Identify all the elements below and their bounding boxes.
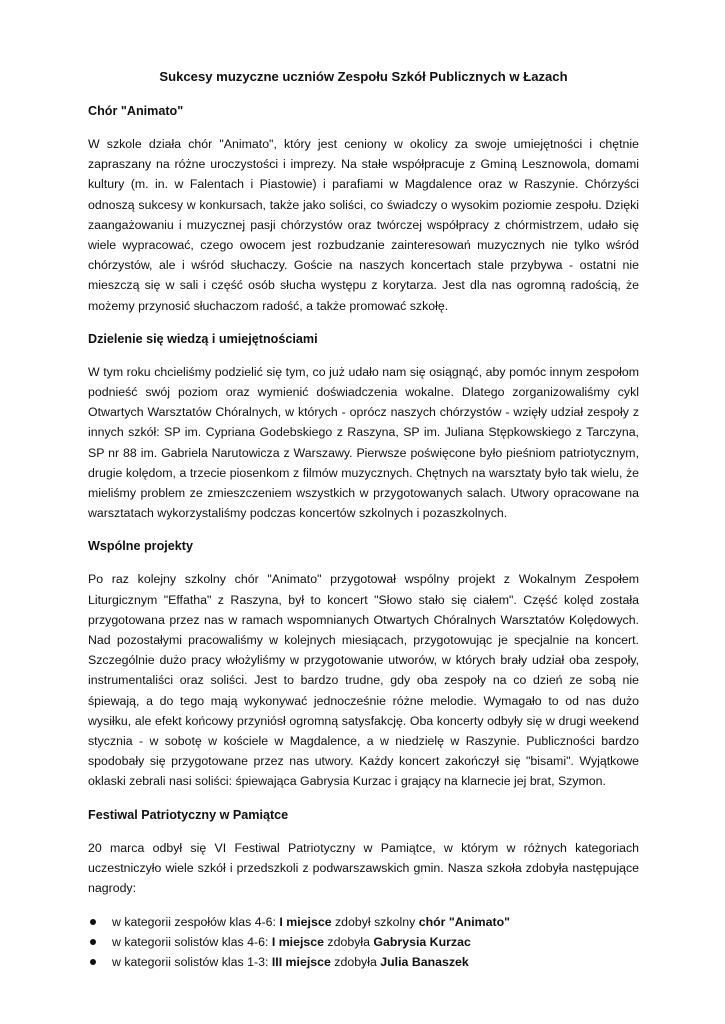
section-heading-choir: Chór "Animato" bbox=[88, 104, 184, 118]
list-item bbox=[88, 912, 639, 932]
award-place: I miejsce bbox=[271, 935, 324, 950]
section-paragraph-festival: 20 marca odbył się VI Festiwal Patriotyczny w Pamiątce, w którym w różnych kategoriach uczestniczyło wiele szkół i przedszkoli z podwarszawskich gmin. Nasza szkoła zdobyła następujące nagrody: bbox=[88, 840, 639, 896]
award-prefix: w kategorii solistów klas 4-6: bbox=[112, 935, 272, 950]
award-winner: Julia Banaszek bbox=[380, 955, 469, 970]
section-paragraph-sharing: W tym roku chcieliśmy podzielić się tym, co już udało nam się osiągnąć, aby pomóc innym zespołom podnieść swój poziom oraz wymienić doświadczenia wokalne. Dlatego zorganizowaliśmy cykl Otwartych Warsztatów Chóralnych, w których - oprócz naszych chórzystów - wzięły udział zespoły z innych szkół: SP im. Cypriana Godebskiego z Raszyna, SP im. Juliana Stępkowskiego z Tarczyna, SP nr 88 im. Gabriela Narutowicza z Warszawy. Pierwsze poświęcone było pieśniom patriotycznym, drugie kolędom, a trzecie piosenkom z filmów muzycznych. Chętnych na warsztaty było tak wielu, że mieliśmy problem ze zmieszczeniem wszystkich w przygotowanych salach. Utwory opracowane na warsztatach wykorzystaliśmy podczas koncertów szkolnych i pozaszkolnych. bbox=[88, 364, 639, 521]
award-place: III miejsce bbox=[271, 955, 331, 970]
section-paragraph-projects: Po raz kolejny szkolny chór "Animato" przygotował wspólny projekt z Wokalnym Zespołem Liturgicznym "Effatha" z Raszyna, był to koncert "Słowo stało się ciałem". Część kolęd została przygotowana przez nas w ramach wspomnianych Otwartych Chóralnych Warsztatów Kolędowych. Nad pozostałymi pracowaliśmy w kolejnych miesiącach, przygotowując je specjalnie na koncert. Szczególnie dużo pracy włożyliśmy w przygotowanie utworów, w których brały udział oba zespoły, instrumentaliści oraz soliści. Jest to bardzo trudne, gdy oba zespoły na co dzień ze sobą nie śpiewają, a do tego mają wykonywać jednocześnie różne melodie. Wymagało to od nas dużo wysiłku, ale efekt końcowy przyniósł ogromną satysfakcję. Oba koncerty odbyły się w drugi weekend stycznia - w sobotę w kościele w Magdalence, a w niedzielę w Raszynie. Publiczności bardzo spodobały się przygotowane przez nas utwory. Każdy koncert zakończył się "bisami". Wyjątkowe oklaski zebrali nasi soliści: śpiewająca Gabrysia Kurzac i grający na klarnecie jej brat, Szymon. bbox=[88, 572, 639, 789]
awards-list bbox=[88, 912, 639, 972]
section-heading-projects: Wspólne projekty bbox=[88, 539, 193, 554]
award-middle: zdobyła bbox=[330, 955, 381, 970]
bullet-icon bbox=[90, 939, 96, 945]
award-winner: chór "Animato" bbox=[418, 915, 510, 930]
section-paragraph-choir: W szkole działa chór "Animato", który jest ceniony w okolicy za swoje umiejętności i chętnie zapraszany na różne uroczystości i imprezy. Na stałe współpracuje z Gminą Lesznowola, domami kultury (m. in. w Falentach i Piastowie) i parafiami w Magdalence oraz w Raszynie. Chórzyści odnoszą sukcesy w konkursach, także jako soliści, co świadczy o wysokim poziomie zespołu. Dzięki zaangażowaniu i muzycznej pasji chórzystów oraz twórczej współpracy z chórmistrzem, udało się wiele wypracować, czego owocem jest rozbudzanie zainteresowań muzycznych nie tylko wśród chórzystów, ale i wśród słuchaczy. Goście na naszych koncertach stale przybywa - ostatni nie mieszczą się w sali i część osób słucha występu z korytarza. Jest dla nas ogromną radością, że możemy przynosić słuchaczom radość, a także promować szkołę. bbox=[88, 137, 639, 313]
award-middle: zdobyła bbox=[324, 935, 374, 950]
award-prefix: w kategorii zespołów klas 4-6: bbox=[112, 915, 280, 930]
section-heading-sharing: Dzielenie się wiedzą i umiejętnościami bbox=[88, 331, 318, 346]
list-item bbox=[88, 932, 639, 952]
award-prefix: w kategorii solistów klas 1-3: bbox=[112, 955, 272, 970]
award-place: I miejsce bbox=[279, 915, 332, 930]
list-item bbox=[88, 952, 639, 972]
section-heading-festival: Festiwal Patriotyczny w Pamiątce bbox=[88, 807, 289, 822]
award-middle: zdobył szkolny bbox=[331, 915, 419, 930]
bullet-icon bbox=[90, 919, 96, 925]
document-title: Sukcesy muzyczne uczniów Zespołu Szkół Publicznych w Łazach bbox=[159, 69, 568, 84]
award-winner: Gabrysia Kurzac bbox=[373, 935, 471, 950]
bullet-icon bbox=[90, 959, 96, 965]
